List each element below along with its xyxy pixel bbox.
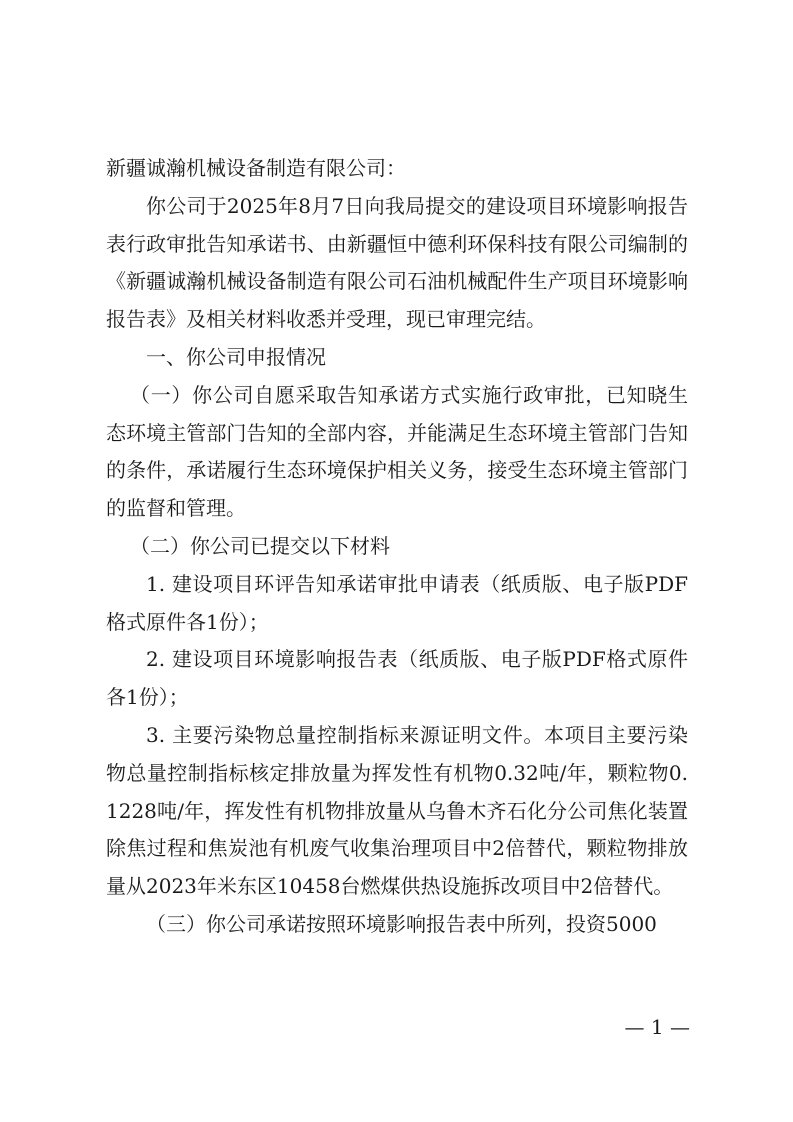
item-2-heading: （二）你公司已提交以下材料 [130, 533, 390, 558]
section-heading-1: 一、你公司申报情况 [146, 344, 326, 369]
material-1: 1. 建设项目环评告知承诺审批申请表（纸质版、电子版PDF格式原件各1份）； [106, 571, 688, 634]
salutation: 新疆诚瀚机械设备制造有限公司： [106, 156, 406, 180]
intro-paragraph: 你公司于2025年8月7日向我局提交的建设项目环境影响报告表行政审批告知承诺书、由新疆恒中德利环保科技有限公司编制的《新疆诚瀚机械设备制造有限公司石油机械配件生产项目环境影响报告表》及相关材料收悉并受理，现已审理完结。 [106, 193, 688, 332]
material-2: 2. 建设项目环境影响报告表（纸质版、电子版PDF格式原件各1份）； [106, 647, 688, 710]
item-3-paragraph: （三）你公司承诺按照环境影响报告表中所列，投资5000 [146, 911, 657, 936]
material-3: 3. 主要污染物总量控制指标来源证明文件。本项目主要污染物总量控制指标核定排放量为挥发性有机物0.32吨/年，颗粒物0.1228吨/年，挥发性有机物排放量从乌鲁木齐石化分公司焦化装置除焦过程和焦炭池有机废气收集治理项目中2倍替代，颗粒物排放量从2023年米东区10458台燃煤供热设施拆改项目中2倍替代。 [106, 722, 688, 899]
document-body [106, 150, 688, 944]
item-1-paragraph: （一）你公司自愿采取告知承诺方式实施行政审批，已知晓生态环境主管部门告知的全部内容，并能满足生态环境主管部门告知的条件，承诺履行生态环境保护相关义务，接受生态环境主管部门的监督和管理。 [106, 382, 688, 521]
page-number: — 1 — [624, 1015, 690, 1039]
